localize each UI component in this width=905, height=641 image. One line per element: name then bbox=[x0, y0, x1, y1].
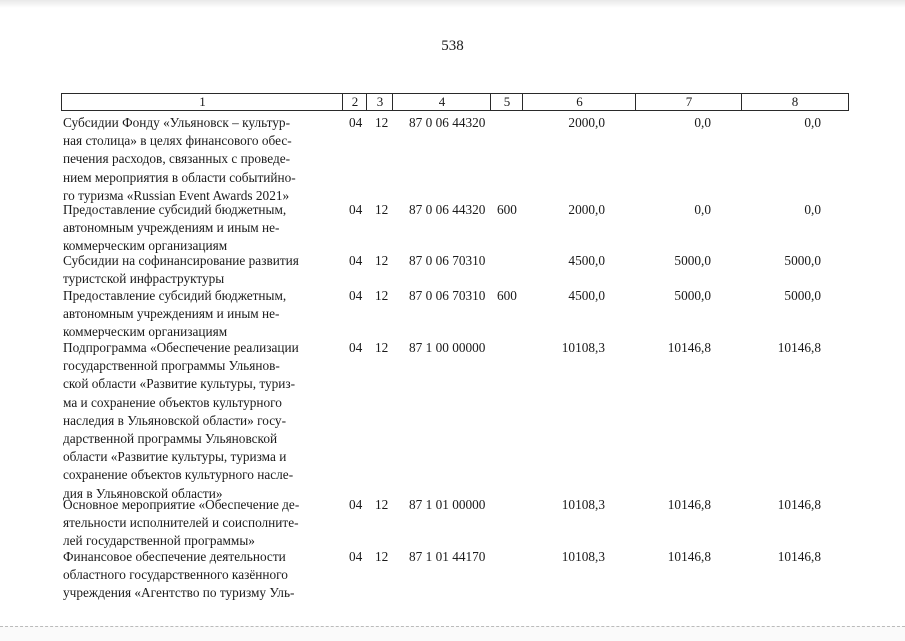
cell-amount-7: 0,0 bbox=[694, 202, 711, 217]
cell-section: 04 bbox=[349, 497, 363, 512]
cell-amount-8: 0,0 bbox=[804, 115, 821, 130]
desc-line: сохранение объектов культурного насле- bbox=[63, 467, 294, 483]
cell-section: 04 bbox=[349, 288, 363, 303]
cell-subsection: 12 bbox=[375, 288, 389, 303]
cell-target-code: 87 1 00 00000 bbox=[409, 340, 486, 355]
header-col-2: 2 bbox=[342, 93, 367, 111]
header-col-3: 3 bbox=[366, 93, 393, 111]
desc-line: ской области «Развитие культуры, туриз- bbox=[63, 376, 296, 392]
cell-amount-7: 5000,0 bbox=[674, 288, 711, 303]
cell-subsection: 12 bbox=[375, 115, 389, 130]
cell-target-code: 87 0 06 44320 bbox=[409, 202, 486, 217]
desc-line: печения расходов, связанных с проведе- bbox=[63, 151, 291, 167]
row-description bbox=[63, 287, 338, 342]
cell-amount-6: 4500,0 bbox=[568, 253, 605, 268]
desc-line: автономным учреждениям и иным не- bbox=[63, 306, 280, 322]
row-description bbox=[63, 252, 338, 288]
header-col-5: 5 bbox=[490, 93, 523, 111]
desc-line: области «Развитие культуры, туризма и bbox=[63, 449, 287, 465]
cell-target-code: 87 0 06 70310 bbox=[409, 288, 486, 303]
desc-line: го туризма «Russian Event Awards 2021» bbox=[63, 187, 290, 203]
desc-line: государственной программы Ульянов- bbox=[63, 358, 280, 374]
desc-line: ма и сохранение объектов культурного bbox=[63, 394, 282, 410]
desc-line: ятельности исполнителей и соисполните- bbox=[63, 515, 299, 531]
header-col-1: 1 bbox=[61, 93, 343, 111]
desc-line: лей государственной программы» bbox=[63, 533, 255, 549]
cell-amount-8: 10146,8 bbox=[777, 340, 821, 355]
cell-subsection: 12 bbox=[375, 340, 389, 355]
cell-expense-type: 600 bbox=[497, 288, 517, 303]
cell-amount-6: 4500,0 bbox=[568, 288, 605, 303]
cell-section: 04 bbox=[349, 340, 363, 355]
row-description bbox=[63, 114, 338, 205]
cell-section: 04 bbox=[349, 253, 363, 268]
cell-expense-type: 600 bbox=[497, 202, 517, 217]
header-col-4: 4 bbox=[392, 93, 491, 111]
cell-amount-8: 0,0 bbox=[804, 202, 821, 217]
cell-amount-7: 10146,8 bbox=[667, 549, 711, 564]
header-col-8: 8 bbox=[741, 93, 849, 111]
desc-line: Основное мероприятие «Обеспечение де- bbox=[63, 497, 300, 512]
cell-amount-7: 10146,8 bbox=[667, 340, 711, 355]
desc-line: коммерческим организациям bbox=[63, 238, 228, 254]
desc-line: Финансовое обеспечение деятельности bbox=[63, 549, 286, 564]
cell-section: 04 bbox=[349, 202, 363, 217]
cell-target-code: 87 0 06 70310 bbox=[409, 253, 486, 268]
cell-amount-6: 10108,3 bbox=[561, 340, 605, 355]
desc-line: Субсидии Фонду «Ульяновск – культур- bbox=[63, 115, 291, 130]
cell-subsection: 12 bbox=[375, 253, 389, 268]
cell-target-code: 87 0 06 44320 bbox=[409, 115, 486, 130]
desc-line: Подпрограмма «Обеспечение реализации bbox=[63, 340, 299, 355]
row-description bbox=[63, 548, 338, 603]
cell-amount-8: 5000,0 bbox=[784, 288, 821, 303]
cell-subsection: 12 bbox=[375, 497, 389, 512]
desc-line: наследия в Ульяновской области» госу- bbox=[63, 412, 287, 428]
cell-section: 04 bbox=[349, 115, 363, 130]
cell-amount-7: 5000,0 bbox=[674, 253, 711, 268]
desc-line: Предоставление субсидий бюджетным, bbox=[63, 202, 287, 217]
cell-amount-6: 10108,3 bbox=[561, 549, 605, 564]
scan-bottom-edge bbox=[0, 626, 905, 641]
desc-line: Субсидии на софинансирование развития bbox=[63, 253, 299, 268]
cell-amount-7: 10146,8 bbox=[667, 497, 711, 512]
desc-line: дия в Ульяновской области» bbox=[63, 485, 223, 501]
cell-amount-8: 5000,0 bbox=[784, 253, 821, 268]
desc-line: ная столица» в целях финансового обес- bbox=[63, 133, 292, 149]
cell-section: 04 bbox=[349, 549, 363, 564]
desc-line: туристской инфраструктуры bbox=[63, 271, 225, 287]
desc-line: коммерческим организациям bbox=[63, 324, 228, 340]
cell-amount-6: 2000,0 bbox=[568, 115, 605, 130]
desc-line: нием мероприятия в области событийно- bbox=[63, 169, 296, 185]
scan-top-edge bbox=[0, 0, 905, 8]
cell-amount-8: 10146,8 bbox=[777, 549, 821, 564]
cell-subsection: 12 bbox=[375, 549, 389, 564]
row-description bbox=[63, 496, 338, 551]
cell-target-code: 87 1 01 44170 bbox=[409, 549, 486, 564]
cell-amount-7: 0,0 bbox=[694, 115, 711, 130]
cell-subsection: 12 bbox=[375, 202, 389, 217]
header-col-7: 7 bbox=[635, 93, 742, 111]
desc-line: областного государственного казённого bbox=[63, 567, 288, 583]
cell-amount-6: 10108,3 bbox=[561, 497, 605, 512]
row-description bbox=[63, 339, 338, 503]
page-number: 538 bbox=[441, 38, 464, 54]
cell-amount-6: 2000,0 bbox=[568, 202, 605, 217]
desc-line: учреждения «Агентство по туризму Уль- bbox=[63, 585, 295, 601]
desc-line: автономным учреждениям и иным не- bbox=[63, 220, 280, 236]
cell-amount-8: 10146,8 bbox=[777, 497, 821, 512]
cell-target-code: 87 1 01 00000 bbox=[409, 497, 486, 512]
desc-line: Предоставление субсидий бюджетным, bbox=[63, 288, 287, 303]
header-col-6: 6 bbox=[522, 93, 636, 111]
row-description bbox=[63, 201, 338, 256]
desc-line: дарственной программы Ульяновской bbox=[63, 431, 278, 447]
table-header bbox=[61, 93, 849, 111]
